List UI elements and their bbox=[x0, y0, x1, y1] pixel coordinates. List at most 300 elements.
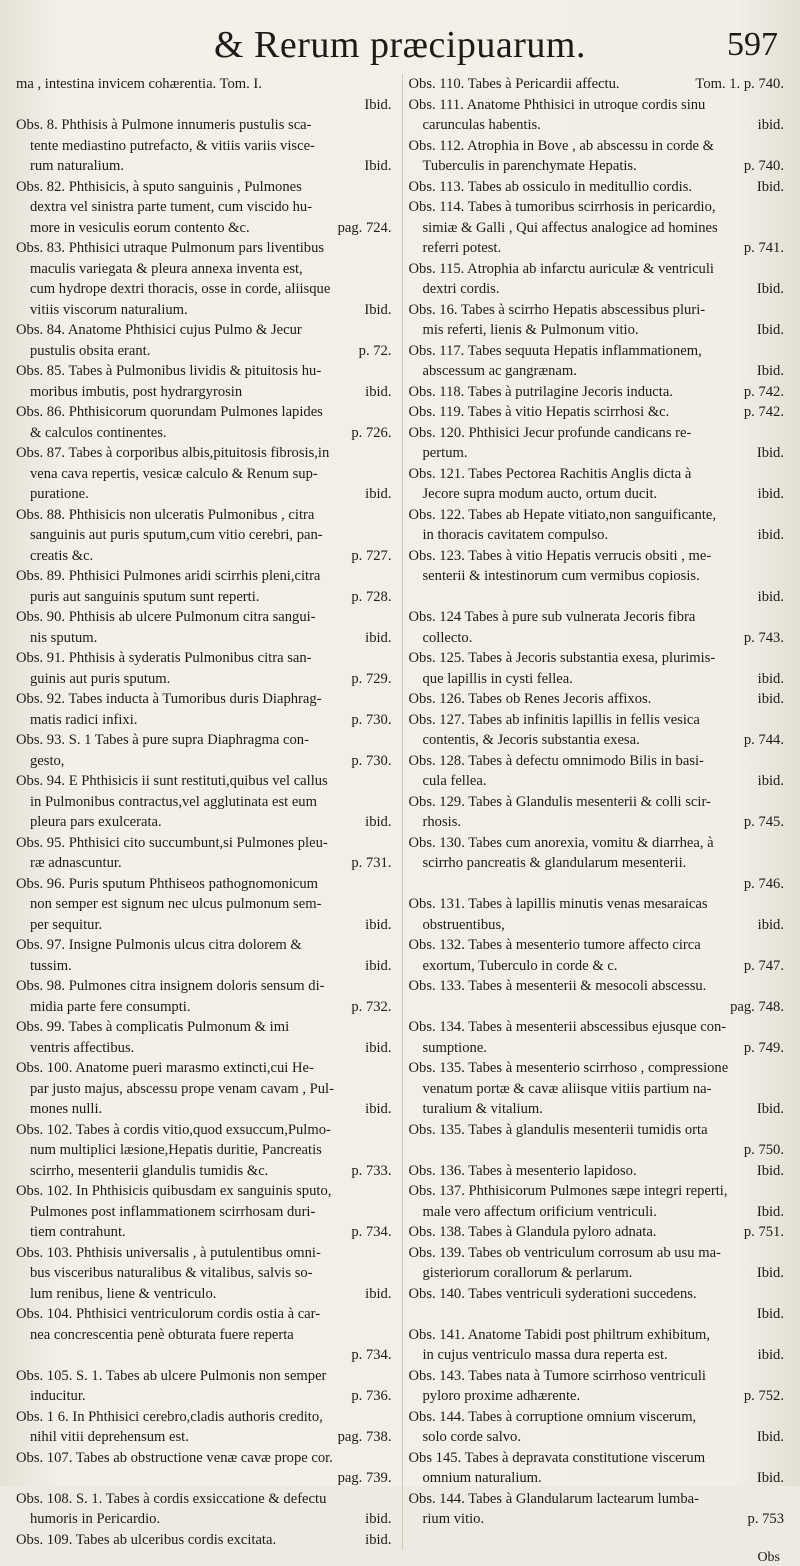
entry-text: abscessum ac gangrænam. bbox=[422, 363, 577, 379]
entry-line bbox=[16, 1284, 392, 1305]
entry-text: Obs. 109. Tabes ab ulceribus cordis excitata. bbox=[16, 1531, 277, 1548]
index-entry bbox=[16, 361, 392, 402]
entry-line: Obs. 130. Tabes cum anorexia, vomitu & diarrhea, à bbox=[408, 834, 714, 851]
index-entry bbox=[16, 505, 392, 567]
entry-text: creatis &c. bbox=[30, 547, 94, 564]
entry-line: Obs. 123. Tabes à vitio Hepatis verrucis obsiti , me- bbox=[408, 547, 712, 564]
entry-text: moribus imbutis, post hydrargyrosin bbox=[30, 383, 243, 400]
entry-line bbox=[409, 238, 785, 259]
entry-line bbox=[16, 156, 392, 177]
index-entry bbox=[16, 1120, 392, 1182]
entry-line: Obs. 114. Tabes à tumoribus scirrhosis in pericardio, bbox=[408, 199, 716, 215]
page-reference: ibid. bbox=[365, 629, 392, 646]
index-entry bbox=[16, 1304, 392, 1366]
page-reference: ibid. bbox=[757, 486, 784, 502]
index-entry bbox=[409, 1284, 785, 1325]
entry-line bbox=[409, 115, 785, 136]
entry-line bbox=[16, 751, 392, 772]
entry-line: Obs. 8. Phthisis à Pulmone innumeris pustulis sca- bbox=[16, 117, 312, 133]
index-entry bbox=[409, 402, 785, 423]
entry-line: par justo majus, abscessu prope venam cavam , Pul- bbox=[30, 1080, 334, 1097]
index-entry bbox=[16, 976, 392, 1017]
entry-line: Obs. 96. Puris sputum Phthiseos pathognomonicum bbox=[16, 875, 319, 892]
entry-line: Obs. 104. Phthisici ventriculorum cordis ostia à car- bbox=[16, 1306, 321, 1322]
entry-line bbox=[409, 402, 785, 423]
entry-line: Obs. 143. Tabes nata à Tumore scirrhoso ventriculi bbox=[408, 1367, 706, 1384]
index-entry bbox=[16, 689, 392, 730]
index-entry bbox=[409, 300, 785, 341]
entry-line: Obs. 103. Phthisis universalis , à putulentibus omni- bbox=[16, 1244, 321, 1261]
page-reference: p. 731. bbox=[351, 855, 392, 871]
entry-line: Obs. 137. Phthisicorum Pulmones sæpe integri reperti, bbox=[408, 1183, 728, 1199]
entry-text: mones nulli. bbox=[30, 1101, 103, 1117]
entry-line: ma , intestina invicem cohærentia. Tom. I. bbox=[16, 76, 262, 92]
entry-text: in thoracis cavitatem compulso. bbox=[422, 527, 609, 543]
page-reference: ibid. bbox=[365, 383, 392, 400]
entry-text: pertum. bbox=[422, 445, 468, 461]
entry-text: puris aut sanguinis sputum sunt reperti. bbox=[30, 588, 260, 605]
index-entry bbox=[409, 710, 785, 751]
entry-line: Obs. 121. Tabes Pectorea Rachitis Anglis dicta à bbox=[408, 465, 692, 482]
page-reference: ibid. bbox=[365, 1101, 392, 1117]
entry-line: Obs. 102. In Phthisicis quibusdam ex sanguinis sputo, bbox=[16, 1183, 332, 1199]
page-reference: ibid. bbox=[757, 670, 784, 687]
page-reference: p. 730. bbox=[351, 711, 392, 728]
index-entry bbox=[16, 115, 392, 177]
index-entry bbox=[16, 74, 392, 115]
page-reference: ibid. bbox=[757, 1347, 784, 1363]
entry-line bbox=[409, 1427, 785, 1448]
index-entry bbox=[409, 607, 785, 648]
entry-line: Obs. 132. Tabes à mesenterio tumore affecto circa bbox=[408, 937, 701, 953]
entry-line bbox=[16, 710, 392, 731]
entry-text: matis radici infixi. bbox=[30, 711, 138, 728]
entry-line: Obs. 117. Tabes sequuta Hepatis inflammationem, bbox=[408, 342, 702, 359]
entry-line: Obs. 88. Phthisicis non ulceratis Pulmonibus , citra bbox=[16, 506, 315, 523]
entry-line bbox=[16, 1386, 392, 1407]
index-entry bbox=[16, 730, 392, 771]
entry-line: Pulmones post inflammationem scirrhosam duri- bbox=[30, 1203, 316, 1220]
entry-line bbox=[409, 1386, 785, 1407]
page-reference: p. 729. bbox=[351, 670, 392, 687]
entry-line bbox=[409, 997, 785, 1018]
page-reference: ibid. bbox=[365, 1511, 392, 1527]
page-reference: p. 733. bbox=[351, 1162, 392, 1179]
entry-line bbox=[409, 74, 785, 95]
index-entry bbox=[409, 1325, 785, 1366]
page-reference: ibid. bbox=[365, 1039, 392, 1056]
entry-text: referri potest. bbox=[422, 240, 502, 256]
entry-text: carunculas habentis. bbox=[422, 117, 541, 133]
entry-line bbox=[16, 1099, 392, 1120]
entry-line bbox=[16, 853, 392, 874]
entry-text: collecto. bbox=[422, 629, 473, 646]
index-entry bbox=[16, 320, 392, 361]
entry-line: scirrho pancreatis & glandularum mesenterii. bbox=[422, 855, 687, 871]
page-reference: p. 750. bbox=[743, 1142, 784, 1158]
page-reference: p. 72. bbox=[358, 342, 392, 359]
page-reference: Ibid. bbox=[756, 445, 784, 461]
entry-text: humoris in Pericardio. bbox=[30, 1511, 161, 1527]
index-entry bbox=[409, 833, 785, 895]
entry-line: Obs. 1 6. In Phthisici cerebro,cladis authoris credito, bbox=[16, 1408, 323, 1425]
page-reference: Ibid. bbox=[756, 363, 784, 379]
catchword: Obs bbox=[757, 1550, 780, 1565]
entry-text: sumptione. bbox=[422, 1039, 487, 1056]
entry-line: Obs. 131. Tabes à lapillis minutis venas mesaraicas bbox=[408, 896, 708, 912]
page-reference: pag. 739. bbox=[337, 1470, 392, 1486]
entry-line bbox=[16, 1509, 392, 1530]
entry-line bbox=[16, 484, 392, 505]
entry-line: Obs. 129. Tabes à Glandulis mesenterii & colli scir- bbox=[408, 793, 711, 810]
entry-text: scirrho, mesenterii glandulis tumidis &c. bbox=[30, 1162, 269, 1179]
entry-line: vena cava repertis, vesicæ calculo & Renum sup- bbox=[30, 465, 318, 482]
entry-line bbox=[409, 1509, 785, 1530]
index-entry bbox=[16, 566, 392, 607]
entry-text: Obs. 118. Tabes à putrilagine Jecoris inducta. bbox=[408, 383, 673, 400]
entry-line bbox=[409, 1161, 785, 1182]
page-reference: ibid. bbox=[757, 527, 784, 543]
page-reference: p. 746. bbox=[743, 875, 784, 892]
index-entry bbox=[16, 648, 392, 689]
entry-line: Obs. 83. Phthisici utraque Pulmonum pars liventibus bbox=[16, 240, 325, 256]
entry-line bbox=[409, 1222, 785, 1243]
entry-text: guinis aut puris sputum. bbox=[30, 670, 171, 687]
page-reference: p. 742. bbox=[743, 404, 784, 420]
index-entry bbox=[409, 95, 785, 136]
entry-line: bus visceribus naturalibus & vitalibus, salvis so- bbox=[30, 1265, 313, 1281]
index-entry bbox=[16, 1366, 392, 1407]
entry-line bbox=[409, 1038, 785, 1059]
entry-text: tussim. bbox=[30, 957, 72, 974]
entry-line bbox=[409, 320, 785, 341]
entry-line bbox=[409, 177, 785, 198]
index-entry bbox=[409, 197, 785, 259]
entry-line: Obs. 144. Tabes à Glandularum lactearum lumba- bbox=[408, 1490, 699, 1507]
index-entry bbox=[16, 935, 392, 976]
entry-text: exortum, Tuberculo in corde & c. bbox=[422, 957, 618, 974]
entry-line: Obs. 91. Phthisis à syderatis Pulmonibus citra san- bbox=[16, 650, 312, 666]
entry-text: pleura pars exulcerata. bbox=[30, 814, 162, 830]
entry-line: Obs. 128. Tabes à defectu omnimodo Bilis in basi- bbox=[408, 752, 704, 769]
entry-line: non semper est signum nec ulcus pulmonum sem- bbox=[30, 896, 322, 912]
page-reference: Ibid. bbox=[364, 301, 392, 318]
entry-line: Obs. 86. Phthisicorum quorundam Pulmones lapides bbox=[16, 404, 323, 420]
entry-line: Obs. 124 Tabes à pure sub vulnerata Jecoris fibra bbox=[408, 609, 696, 625]
page-reference: p. 728. bbox=[351, 588, 392, 605]
index-columns bbox=[16, 74, 784, 1550]
index-entry bbox=[16, 1017, 392, 1058]
entry-text: pyloro proxime adhærente. bbox=[422, 1388, 581, 1404]
entry-text: ræ adnascuntur. bbox=[30, 855, 122, 871]
index-entry bbox=[16, 1530, 392, 1551]
entry-line: tente mediastino putrefacto, & vitiis variis visce- bbox=[30, 137, 315, 154]
page-reference: Ibid. bbox=[756, 1429, 784, 1445]
entry-line: Obs. 16. Tabes à scirrho Hepatis abscessibus pluri- bbox=[408, 301, 706, 318]
entry-text: omnium naturalium. bbox=[422, 1470, 542, 1486]
page-reference: Ibid. bbox=[756, 322, 784, 338]
entry-text: turalium & vitalium. bbox=[422, 1101, 543, 1117]
page-reference: Ibid. bbox=[364, 96, 392, 113]
page-reference: pag. 724. bbox=[337, 219, 392, 236]
entry-text: Obs. 126. Tabes ob Renes Jecoris affixos. bbox=[408, 691, 652, 707]
entry-text: lum renibus, liene & ventriculo. bbox=[30, 1285, 217, 1302]
entry-text: solo corde salvo. bbox=[422, 1429, 521, 1445]
entry-text: Obs. 136. Tabes à mesenterio lapidoso. bbox=[408, 1162, 637, 1179]
index-entry bbox=[409, 1407, 785, 1448]
index-entry bbox=[409, 976, 785, 1017]
entry-text: mis referti, lienis & Pulmonum vitio. bbox=[422, 322, 639, 338]
entry-line: Obs. 105. S. 1. Tabes ab ulcere Pulmonis non semper bbox=[16, 1367, 327, 1384]
index-entry bbox=[409, 136, 785, 177]
entry-line: cum hydrope dextri thoracis, osse in corde, aliisque bbox=[30, 281, 331, 297]
entry-line bbox=[16, 628, 392, 649]
entry-line bbox=[409, 730, 785, 751]
entry-line: Obs. 135. Tabes à mesenterio scirrhoso , compressione bbox=[408, 1060, 729, 1076]
page-reference: ibid. bbox=[757, 691, 784, 707]
page-reference: pag. 748. bbox=[730, 998, 784, 1015]
entry-text: gesto, bbox=[30, 752, 65, 769]
entry-line: Obs 145. Tabes à depravata constitutione viscerum bbox=[408, 1449, 706, 1466]
entry-line: venatum portæ & cavæ aliisque vitiis partium na- bbox=[422, 1080, 712, 1097]
entry-line: Obs. 92. Tabes inducta à Tumoribus duris Diaphrag- bbox=[16, 691, 322, 707]
entry-text: Obs. 138. Tabes à Glandula pyloro adnata. bbox=[408, 1224, 657, 1240]
entry-line bbox=[409, 669, 785, 690]
index-entry bbox=[409, 935, 785, 976]
entry-line bbox=[16, 1530, 392, 1551]
entry-line bbox=[409, 1140, 785, 1161]
index-entry bbox=[409, 177, 785, 198]
entry-line bbox=[16, 587, 392, 608]
entry-text: gisteriorum corallorum & perlarum. bbox=[422, 1265, 633, 1281]
entry-text: cula fellea. bbox=[422, 773, 487, 789]
page-reference: p. 753 bbox=[747, 1511, 784, 1527]
left-column bbox=[16, 74, 392, 1550]
page-reference: ibid. bbox=[365, 486, 392, 502]
page-reference: p. 741. bbox=[743, 240, 784, 256]
entry-line bbox=[16, 300, 392, 321]
entry-text: midia parte fere consumpti. bbox=[30, 998, 191, 1015]
entry-text: Obs. 119. Tabes à vitio Hepatis scirrhosi &c. bbox=[408, 404, 670, 420]
page-reference: Ibid. bbox=[756, 1265, 784, 1281]
page-reference: ibid. bbox=[365, 1285, 392, 1302]
index-entry bbox=[16, 1058, 392, 1120]
index-entry bbox=[409, 259, 785, 300]
page-reference: p. 734. bbox=[351, 1347, 392, 1363]
index-entry bbox=[409, 1243, 785, 1284]
index-entry bbox=[16, 238, 392, 320]
entry-line: Obs. 87. Tabes à corporibus albis,pituitosis fibrosis,in bbox=[16, 445, 330, 461]
index-entry bbox=[409, 1448, 785, 1489]
entry-line bbox=[409, 915, 785, 936]
index-entry bbox=[16, 874, 392, 936]
entry-text: Obs. 110. Tabes à Pericardii affectu. bbox=[408, 76, 620, 92]
entry-line bbox=[409, 1304, 785, 1325]
entry-line bbox=[16, 95, 392, 116]
page-reference: ibid. bbox=[365, 957, 392, 974]
entry-line: Obs. 115. Atrophia ab infarctu auriculæ & ventriculi bbox=[408, 260, 714, 277]
index-entry bbox=[409, 1017, 785, 1058]
entry-line: Obs. 90. Phthisis ab ulcere Pulmonum citra sangui- bbox=[16, 609, 316, 625]
index-entry bbox=[409, 505, 785, 546]
entry-line: Obs. 120. Phthisici Jecur profunde candicans re- bbox=[408, 424, 692, 441]
index-entry bbox=[409, 689, 785, 710]
entry-line: senterii & intestinorum cum vermibus copiosis. bbox=[422, 568, 700, 584]
entry-text: puratione. bbox=[30, 486, 89, 502]
page-reference: Ibid. bbox=[756, 178, 784, 195]
entry-line: Obs. 93. S. 1 Tabes à pure supra Diaphragma con- bbox=[16, 732, 309, 748]
entry-line bbox=[16, 341, 392, 362]
entry-text: rium vitio. bbox=[422, 1511, 485, 1527]
entry-text: nis sputum. bbox=[30, 629, 98, 646]
index-entry bbox=[409, 464, 785, 505]
entry-line bbox=[409, 279, 785, 300]
index-entry bbox=[409, 74, 785, 95]
entry-text: tiem contrahunt. bbox=[30, 1224, 126, 1240]
page-reference: p. 752. bbox=[743, 1388, 784, 1404]
index-entry bbox=[409, 1222, 785, 1243]
entry-line: Obs. 122. Tabes ab Hepate vitiato,non sanguificante, bbox=[408, 506, 717, 523]
page-reference: p. 751. bbox=[743, 1224, 784, 1240]
index-entry bbox=[409, 1489, 785, 1530]
entry-line: Obs. 108. S. 1. Tabes à cordis exsiccatione & defectu bbox=[16, 1490, 327, 1507]
entry-line bbox=[409, 956, 785, 977]
page-reference: p. 747. bbox=[743, 957, 784, 974]
entry-line bbox=[16, 997, 392, 1018]
entry-line bbox=[16, 218, 392, 239]
page-reference: Ibid. bbox=[756, 1101, 784, 1117]
page-reference: pag. 738. bbox=[337, 1429, 392, 1445]
entry-line: Obs. 85. Tabes à Pulmonibus lividis & pituitosis hu- bbox=[16, 363, 322, 379]
page-reference: p. 742. bbox=[743, 383, 784, 400]
page-reference: p. 749. bbox=[743, 1039, 784, 1056]
entry-text: Obs. 113. Tabes ab ossiculo in meditullio cordis. bbox=[408, 178, 693, 195]
entry-line bbox=[16, 1468, 392, 1489]
entry-line: Obs. 111. Anatome Phthisici in utroque cordis sinu bbox=[408, 96, 706, 113]
right-column bbox=[402, 74, 785, 1550]
entry-text: contentis, & Jecoris substantia exesa. bbox=[422, 732, 640, 748]
entry-line: Obs. 102. Tabes à cordis vitio,quod exsuccum,Pulmo- bbox=[16, 1121, 331, 1138]
index-entry bbox=[409, 792, 785, 833]
page-reference: ibid. bbox=[365, 916, 392, 933]
entry-line: in Pulmonibus contractus,vel agglutinata est eum bbox=[30, 793, 317, 810]
index-entry bbox=[16, 833, 392, 874]
entry-line: Obs. 141. Anatome Tabidi post philtrum exhibitum, bbox=[408, 1326, 711, 1343]
page-reference: Ibid. bbox=[756, 1162, 784, 1179]
page-reference: p. 726. bbox=[351, 424, 392, 441]
entry-text: dextri cordis. bbox=[422, 281, 500, 297]
entry-line: Obs. 133. Tabes à mesenterii & mesocoli abscessu. bbox=[408, 978, 707, 994]
page-reference: Ibid. bbox=[756, 281, 784, 297]
index-entry bbox=[409, 1366, 785, 1407]
entry-line: Obs. 134. Tabes à mesenterii abscessibus ejusque con- bbox=[408, 1019, 727, 1035]
entry-line bbox=[409, 156, 785, 177]
entry-line bbox=[16, 1222, 392, 1243]
entry-line: num multiplici læsione,Hepatis duritie, Pancreatis bbox=[30, 1142, 322, 1158]
index-entry bbox=[409, 1181, 785, 1222]
index-entry bbox=[409, 648, 785, 689]
entry-line: Obs. 95. Phthisici cito succumbunt,si Pulmones pleu- bbox=[16, 834, 328, 851]
entry-line bbox=[409, 689, 785, 710]
entry-line: simiæ & Galli , Qui affectus analogice ad homines bbox=[422, 219, 718, 236]
entry-text: vitiis viscorum naturalium. bbox=[30, 301, 188, 318]
index-entry bbox=[409, 894, 785, 935]
entry-line: Obs. 84. Anatome Phthisici cujus Pulmo & Jecur bbox=[16, 322, 302, 338]
index-entry bbox=[16, 402, 392, 443]
entry-line: Obs. 82. Phthisicis, à sputo sanguinis , Pulmones bbox=[16, 178, 302, 195]
entry-line bbox=[409, 484, 785, 505]
entry-line bbox=[16, 669, 392, 690]
entry-line: Obs. 144. Tabes à corruptione omnium viscerum, bbox=[408, 1408, 697, 1425]
entry-text: rhosis. bbox=[422, 814, 462, 830]
index-entry bbox=[409, 382, 785, 403]
page-title: & Rerum præcipuarum. bbox=[214, 24, 586, 66]
page-reference: ibid. bbox=[757, 773, 784, 789]
index-entry bbox=[409, 341, 785, 382]
index-entry bbox=[16, 1489, 392, 1530]
entry-line bbox=[409, 443, 785, 464]
entry-line bbox=[409, 874, 785, 895]
index-entry bbox=[409, 1161, 785, 1182]
entry-line bbox=[409, 382, 785, 403]
entry-text: inducitur. bbox=[30, 1388, 86, 1404]
entry-line bbox=[16, 1038, 392, 1059]
entry-line: Obs. 107. Tabes ab obstructione venæ cavæ prope cor. bbox=[16, 1449, 333, 1466]
page-reference: ibid. bbox=[365, 1531, 392, 1548]
entry-line: Obs. 99. Tabes à complicatis Pulmonum & imi bbox=[16, 1019, 290, 1035]
entry-line bbox=[409, 1345, 785, 1366]
entry-text: & calculos continentes. bbox=[30, 424, 167, 441]
entry-line bbox=[409, 525, 785, 546]
entry-text: per sequitur. bbox=[30, 916, 103, 933]
page-reference: ibid. bbox=[757, 916, 784, 933]
entry-line bbox=[16, 956, 392, 977]
running-header bbox=[16, 16, 784, 68]
page-reference: p. 744. bbox=[743, 732, 784, 748]
page-reference: Ibid. bbox=[756, 1470, 784, 1486]
entry-text: obstruentibus, bbox=[422, 916, 505, 933]
page-reference: ibid. bbox=[365, 814, 392, 830]
index-entry bbox=[16, 443, 392, 505]
entry-line: Obs. 139. Tabes ob ventriculum corrosum ab usu ma- bbox=[408, 1244, 721, 1261]
entry-line bbox=[16, 1345, 392, 1366]
entry-line: dextra vel sinistra parte tument, cum viscido hu- bbox=[30, 199, 313, 215]
entry-line bbox=[16, 546, 392, 567]
index-entry bbox=[16, 607, 392, 648]
index-entry bbox=[16, 1181, 392, 1243]
entry-line: Obs. 89. Phthisici Pulmones aridi scirrhis pleni,citra bbox=[16, 568, 321, 584]
entry-text: Jecore supra modum aucto, ortum ducit. bbox=[422, 486, 658, 502]
entry-text: in cujus ventriculo massa dura reperta est. bbox=[422, 1347, 668, 1363]
page-reference: p. 740. bbox=[743, 158, 784, 174]
entry-line bbox=[409, 1202, 785, 1223]
index-entry bbox=[16, 177, 392, 239]
page-number: 597 bbox=[727, 26, 778, 63]
page-reference: p. 732. bbox=[351, 998, 392, 1015]
page-reference: Tom. 1. p. 740. bbox=[695, 76, 784, 92]
entry-line bbox=[409, 1099, 785, 1120]
entry-text: more in vesiculis eorum contento &c. bbox=[30, 219, 250, 236]
index-entry bbox=[409, 1058, 785, 1120]
index-entry bbox=[409, 546, 785, 608]
entry-line: Obs. 97. Insigne Pulmonis ulcus citra dolorem & bbox=[16, 937, 302, 953]
page-reference: Ibid. bbox=[756, 1203, 784, 1220]
entry-line: maculis variegata & pleura annexa inventa est, bbox=[30, 260, 303, 277]
index-entry bbox=[16, 771, 392, 833]
page-reference: ibid. bbox=[757, 588, 784, 605]
page-reference: p. 727. bbox=[351, 547, 392, 564]
entry-line bbox=[409, 628, 785, 649]
